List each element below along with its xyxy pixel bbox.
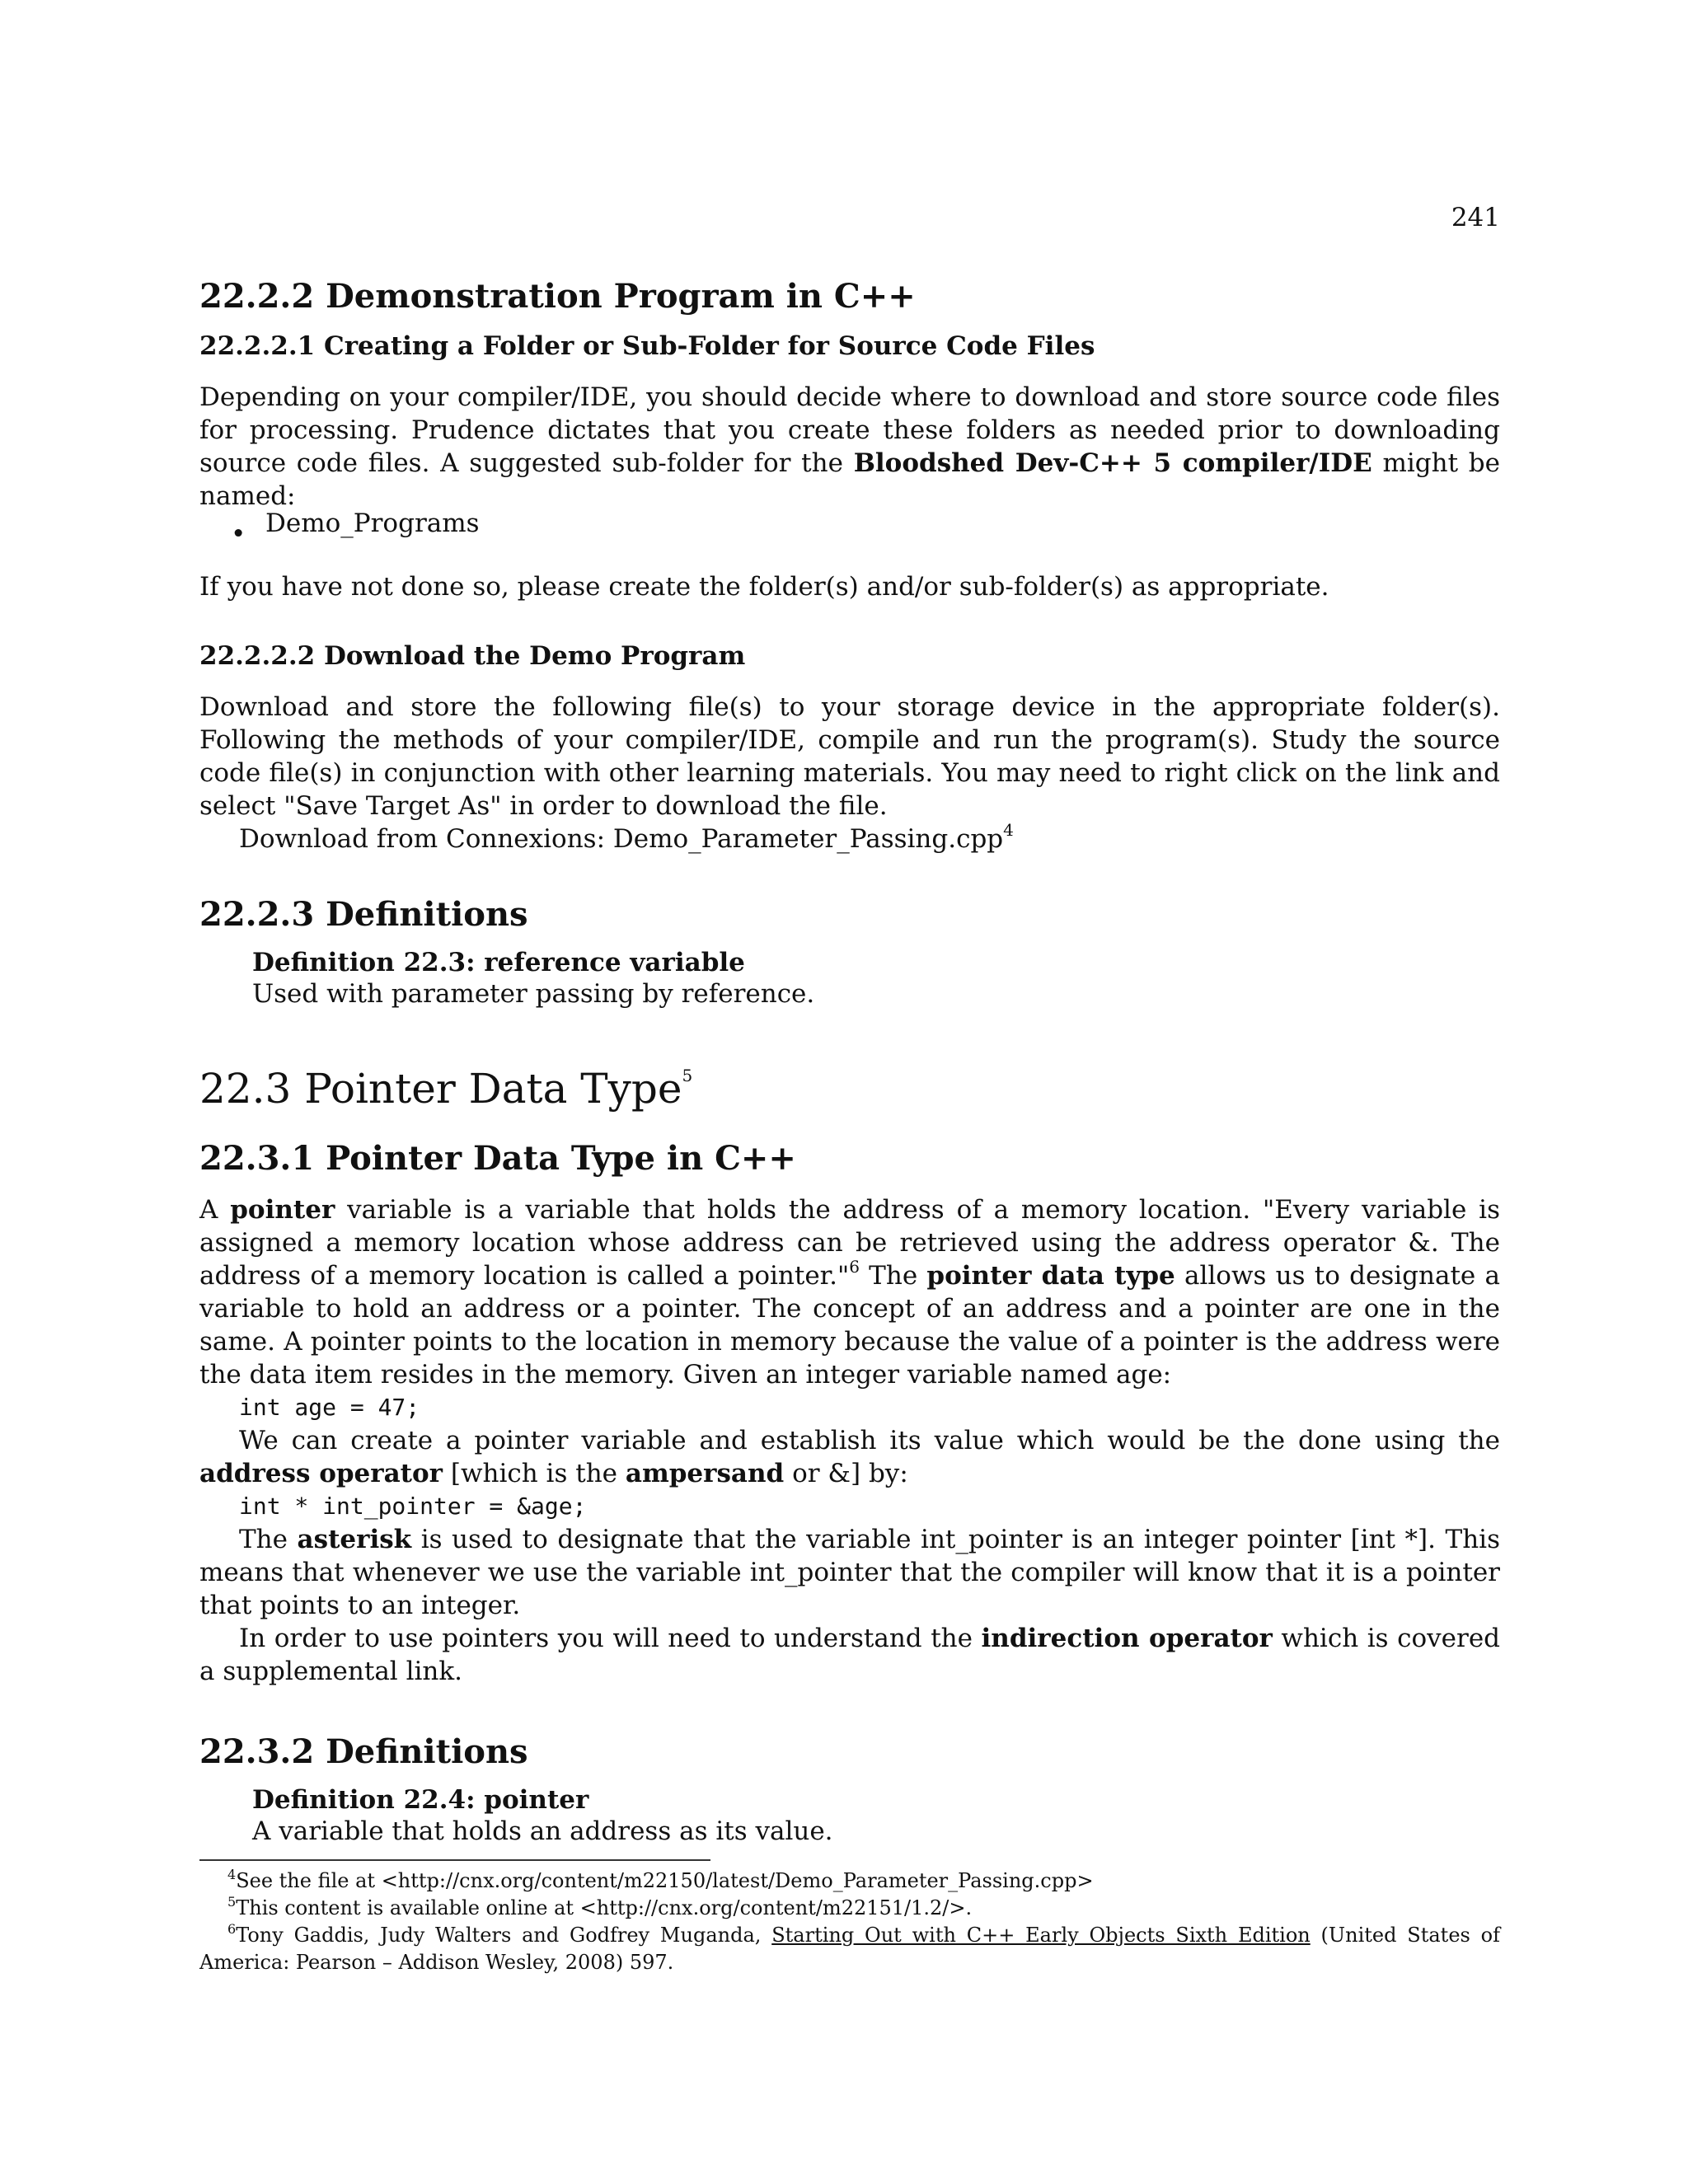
footnotes xyxy=(199,1868,1500,1976)
code-line: int age = 47; xyxy=(239,1394,420,1421)
text: which is covered a supplemental link. xyxy=(199,1624,1501,1686)
footnote-text: See the file at <http://cnx.org/content/m22150/latest/Demo_Parameter_Passing.cpp> xyxy=(236,1869,1094,1892)
text: variable is a variable that holds the address of a memory location. "Every variable is assigned a memory location whose address can be retrieved using the address operator &. The address of a memory location is called a pointer." xyxy=(199,1195,1500,1291)
text: Depending on your compiler/IDE, you should decide where to download and store source code files for processing. Prudence dictates that you create these folders as needed prior to downloading source code files. A suggested sub-folder for the xyxy=(199,382,1500,478)
bold-text: Bloodshed Dev-C++ 5 compiler/IDE xyxy=(853,448,1372,478)
footnote-text: Tony Gaddis, Judy Walters and Godfrey Muganda, xyxy=(236,1924,772,1947)
text: The xyxy=(859,1261,927,1291)
bold-text: pointer xyxy=(230,1195,335,1225)
subsection-heading-22-2-2-2 xyxy=(199,641,1500,671)
section-heading-22-3-1 xyxy=(199,1139,1500,1178)
subsection-heading-22-2-2-1 xyxy=(199,331,1500,361)
section-title: 22.2.3 Definitions xyxy=(199,895,528,934)
section-heading-22-3-2 xyxy=(199,1732,1500,1771)
section-heading-22-2-3 xyxy=(199,895,1500,934)
code-line: int * int_pointer = &age; xyxy=(239,1493,587,1520)
text: is used to designate that the variable int_pointer is an integer pointer [int *]. This means that whenever we use the variable int_pointer that the compiler will know that it is a pointer that points to an integer. xyxy=(199,1525,1500,1620)
definition-title: Definition 22.4: pointer xyxy=(252,1785,589,1815)
definition-pointer xyxy=(252,1785,833,1846)
footnote-ref: 4 xyxy=(1003,820,1014,840)
text: [which is the xyxy=(443,1459,626,1488)
subsection-title: 22.2.2.1 Creating a Folder or Sub-Folder for Source Code Files xyxy=(199,331,1095,361)
footnote-number: 5 xyxy=(227,1894,237,1910)
paragraph xyxy=(199,1622,1500,1688)
text: Download and store the following file(s) to your storage device in the appropriate folder(s). Following the methods of your compiler/IDE, compile and run the program(s). Study the source code file(s) in conjunction with other learning materials. You may need to right click on the link and select "Save Target As" in order to download the file. xyxy=(199,692,1500,821)
definition-text: A variable that holds an address as its value. xyxy=(252,1816,833,1846)
page-number: 241 xyxy=(1451,203,1500,232)
download-link-text[interactable]: Download from Connexions: Demo_Parameter_Passing.cpp xyxy=(239,824,1004,854)
definition-text: Used with parameter passing by reference. xyxy=(252,979,815,1009)
pointer-body xyxy=(199,1193,1500,1688)
bold-text: asterisk xyxy=(297,1525,412,1554)
paragraph xyxy=(199,1193,1500,1391)
bold-text: pointer data type xyxy=(926,1261,1175,1291)
footnote-number: 4 xyxy=(227,1867,237,1882)
paragraph xyxy=(199,1523,1500,1622)
text: We can create a pointer variable and establish its value which would be the done using the xyxy=(239,1426,1500,1455)
download-paragraph xyxy=(199,691,1500,855)
list-item: Demo_Programs xyxy=(265,509,480,538)
definition-title: Definition 22.3: reference variable xyxy=(252,948,745,977)
folder-paragraph xyxy=(199,381,1500,513)
footnote-5 xyxy=(199,1895,1500,1922)
section-heading-22-2-2 xyxy=(199,277,1500,316)
text: A xyxy=(199,1195,231,1225)
footnote-ref: 6 xyxy=(849,1257,860,1277)
footnote-divider xyxy=(199,1859,710,1861)
subsection-title: 22.2.2.2 Download the Demo Program xyxy=(199,641,746,671)
paragraph xyxy=(199,1424,1500,1490)
text: allows us to designate a variable to hold an address or a pointer. The concept of an address and a pointer are one in the same. A pointer points to the location in memory because the value of a pointer is the address were the data item resides in the memory. Given an integer variable named age: xyxy=(199,1261,1500,1390)
text: might be named: xyxy=(199,448,1501,511)
footnote-text: This content is available online at <http://cnx.org/content/m22151/1.2/>. xyxy=(236,1896,973,1919)
section-title: 22.2.2 Demonstration Program in C++ xyxy=(199,277,916,316)
footnote-number: 6 xyxy=(227,1921,237,1937)
footnote-6 xyxy=(199,1922,1500,1976)
text: In order to use pointers you will need to understand the xyxy=(239,1624,982,1653)
section-title: 22.3.1 Pointer Data Type in C++ xyxy=(199,1139,796,1178)
footnote-4 xyxy=(199,1868,1500,1895)
definition-reference-variable xyxy=(252,948,814,1009)
text: or &] by: xyxy=(784,1459,908,1488)
bold-text: ampersand xyxy=(625,1459,785,1488)
section-title: 22.3 Pointer Data Type xyxy=(199,1065,682,1113)
bullet-icon: • xyxy=(231,519,246,549)
chapter-section-heading-22-3 xyxy=(199,1065,1500,1113)
footnote-ref: 5 xyxy=(682,1066,693,1085)
folder-instruction xyxy=(199,570,1500,603)
section-title: 22.3.2 Definitions xyxy=(199,1732,528,1771)
bold-text: address operator xyxy=(199,1459,443,1488)
book-title-link[interactable]: Starting Out with C++ Early Objects Sixth Edition xyxy=(771,1924,1311,1947)
text: If you have not done so, please create the folder(s) and/or sub-folder(s) as appropriate. xyxy=(199,572,1329,602)
bold-text: indirection operator xyxy=(981,1624,1273,1653)
text: The xyxy=(239,1525,298,1554)
footnote-text: (United States of America: Pearson – Addison Wesley, 2008) 597. xyxy=(199,1924,1500,1974)
